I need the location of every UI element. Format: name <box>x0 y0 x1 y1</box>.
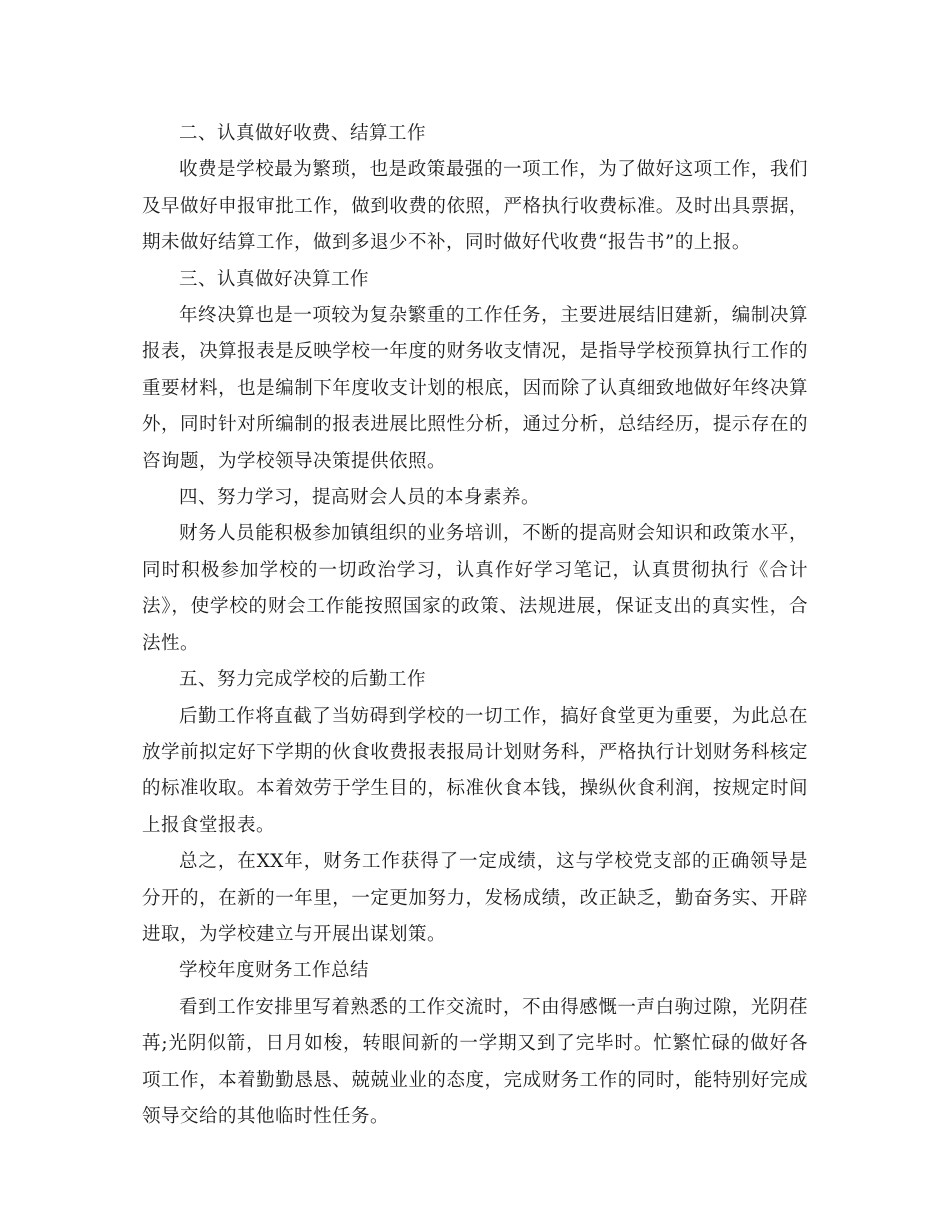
paragraph-logistics: 后勤工作将直截了当妨碍到学校的一切工作，搞好食堂更为重要，为此总在放学前拟定好下学期的伙食收费报表报局计划财务科，严格执行计划财务科核定的标准收取。本着效劳于学生目的，标准伙食本钱，操纵伙食利润，按规定时间上报食堂报表。 <box>142 705 808 836</box>
paragraph-conclusion: 总之，在XX年，财务工作获得了一定成绩，这与学校党支部的正确领导是分开的，在新的一年里，一定更加努力，发杨成绩，改正缺乏，勤奋务实、开辟进取，为学校建立与开展出谋划策。 <box>142 851 808 945</box>
paragraph-fees: 收费是学校最为繁琐，也是政策最强的一项工作，为了做好这项工作，我们及早做好申报审批工作，做到收费的依照，严格执行收费标准。及时出具票据，期未做好结算工作，做到多退少不补，同时做好代收费“报告书”的上报。 <box>142 159 808 254</box>
section-heading-logistics: 五、努力完成学校的后勤工作 <box>179 669 427 691</box>
paragraph-study: 财务人员能积极参加镇组织的业务培训，不断的提高财会知识和政策水平，同时积极参加学校的一切政治学习，认真作好学习笔记，认真贯彻执行《合计法》，使学校的财会工作能按照国家的政策、法规进展，保证支出的真实性，合法性。 <box>142 523 808 654</box>
paragraph-annual-summary: 看到工作安排里写着熟悉的工作交流时，不由得感慨一声白驹过隙，光阴荏苒;光阴似箭，日月如梭，转眼间新的一学期又到了完毕时。忙繁忙碌的做好各项工作，本着勤勤恳恳、兢兢业业的态度，完成财务工作的同时，能特别好完成领导交给的其他临时性任务。 <box>142 996 808 1127</box>
section-heading-study: 四、努力学习，提高财会人员的本身素养。 <box>179 487 541 509</box>
section-heading-settlement: 二、认真做好收费、结算工作 <box>179 123 427 144</box>
document-body <box>142 116 808 1135</box>
paragraph-final-accounts: 年终决算也是一项较为复杂繁重的工作任务，主要进展结旧建新，编制决算报表，决算报表是反映学校一年度的财务收支情况，是指导学校预算执行工作的重要材料，也是编制下年度收支计划的根底，因而除了认真细致地做好年终决算外，同时针对所编制的报表进展比照性分析，通过分析，总结经历，提示存在的咨询题，为学校领导决策提供依照。 <box>142 305 808 472</box>
section-heading-final-accounts: 三、认真做好决算工作 <box>179 268 370 290</box>
section-heading-annual-summary: 学校年度财务工作总结 <box>179 960 370 982</box>
